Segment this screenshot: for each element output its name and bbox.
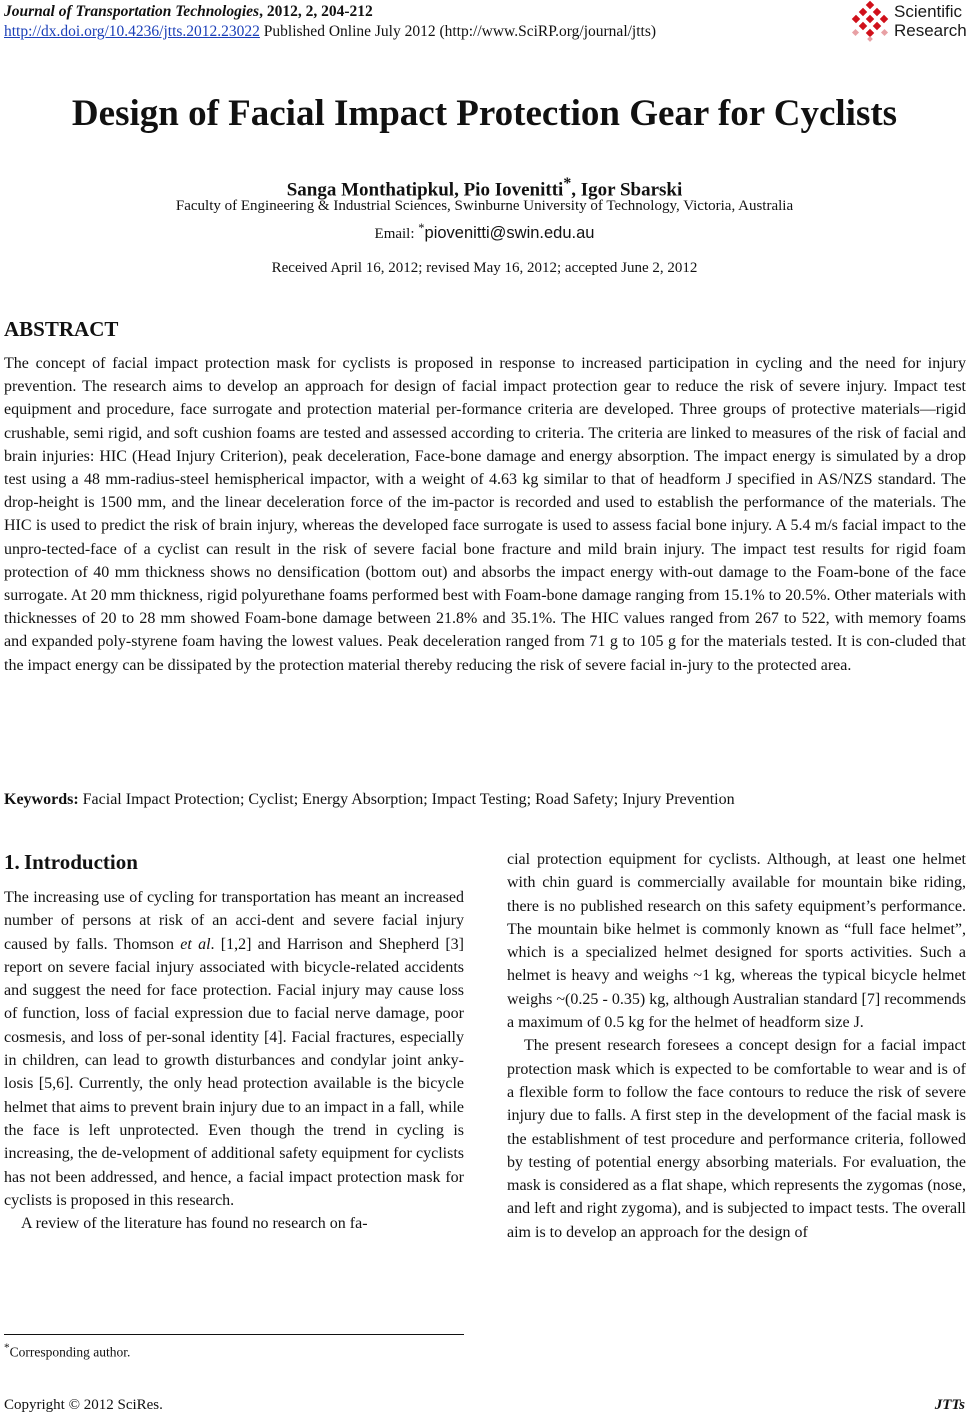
logo-word-research: Research [894, 21, 967, 40]
publisher-logo [848, 0, 969, 44]
corresponding-mark: * [563, 175, 572, 192]
intro-paragraph-2: A review of the literature has found no research on fa- [21, 1215, 368, 1233]
email-line [0, 217, 969, 245]
email-address[interactable]: piovenitti@swin.edu.au [424, 224, 595, 242]
keywords-text: Facial Impact Protection; Cyclist; Energy Absorption; Impact Testing; Road Safety; Injury Prevention [78, 791, 735, 808]
journal-citation [4, 2, 373, 22]
email-label: Email: [374, 226, 419, 242]
footnote-text: Corresponding author. [9, 1344, 131, 1360]
intro-p1-et-al: et al [180, 935, 211, 953]
received-dates: Received April 16, 2012; revised May 16, 2012; accepted June 2, 2012 [271, 260, 698, 276]
intro-paragraph-3: The present research foresees a concept design for a facial impact protection mask which is expected to be comfortable to wear and is of a flexible form to follow the face contours to reduce the risk of severe injury due to falls. A first step in the development of the facial mask is the establishment of test procedure and performance criteria, followed by testing of potential energy absorbing materials. For evaluation, the mask is considered as a flat shape, which represents the zygomas (nose, and left and right zygoma), and is subjected to impact tests. The overall aim is to develop an approach for the design of [507, 1037, 966, 1241]
journal-name: Journal of Transportation Technologies [4, 3, 260, 20]
paper-title: Design of Facial Impact Protection Gear for Cyclists [71, 93, 898, 134]
abstract-text: The concept of facial impact protection mask for cyclists is proposed in response to increased participation in cycling and the need for injury prevention. The research aims to develop an approach for design of facial impact protection gear to reduce the risk of severe injury. Impact test equipment and procedure, face surrogate and protection material per-formance criteria are developed. Three groups of protective materials—rigid crushable, semi rigid, and soft cushion foams are tested and assessed according to criteria. The criteria are linked to measures of the risk of facial and brain injuries: HIC (Head Injury Criterion), peak deceleration, Face-bone damage and energy absorption. The impact energy is simulated by a drop test using a 48 mm-radius-steel hemispherical impactor, with a weight of 4.63 kg similar to that of headform J specified in AS/NZS standard. The drop-height is 1500 mm, and the linear deceleration force of the im-pactor is recorded and used to establish the performance of the materials. The HIC is used to predict the risk of brain injury, whereas the developed face surrogate is used to assess facial bone injury. A 5.4 m/s facial impact to the unpro-tected-face of a cyclist can result in the risk of severe facial bone fracture and mild brain injury. The impact test results for rigid foam protection of 40 mm thickness shows no densification (bottom out) and absorbs the impact energy with-out damage to the Foam-bone of the face surrogate. At 20 mm thickness, rigid polyurethane foams performed best with Foam-bone damage ranging from 15.1% to 20.5%. Other materials with thicknesses of 20 to 28 mm showed Foam-bone damage between 21.8% and 35.1%. The HIC values ranged from 267 to 522, with memory foams and expanded poly-styrene foam having the lowest values. Peak deceleration ranged from 71 g to 105 g for the materials tested. It is con-cluded that the impact energy can be dissipated by the protection material thereby reducing the risk of severe facial in-jury to the protected area. [4, 355, 966, 674]
author-names-1: Sanga Monthatipkul, Pio Iovenitti [286, 179, 564, 201]
footnote-rule [4, 1334, 464, 1335]
published-note: Published Online July 2012 (http://www.SciRP.org/journal/jtts) [259, 23, 657, 40]
left-column [4, 848, 464, 1235]
journal-volume: , 2012, 2, 204-212 [259, 3, 373, 20]
affiliation: Faculty of Engineering & Industrial Sciences, Swinburne University of Technology, Victoria, Australia [175, 198, 794, 214]
intro-p1-part-b: . [1,2] and Harrison and Shepherd [3] report on severe facial injury associated with bicycle-related accidents and suggest the need for face protection. Facial injury may cause loss of function, loss of facial expression due to facial nerve damage, poor cosmesis, and loss of per-sonal identity [4]. Facial fractures, especially in children, can lead to growth disturbances and condylar joint anky-losis [5,6]. Currently, the only head protection available is the bicycle helmet that aims to prevent brain injury due to an impact in a fall, while the face is left unprotected. Even though the trend in cycling is increasing, the de-velopment of additional safety equipment for cyclists has not been addressed, and hence, a facial impact protection mask for cyclists is proposed in this research. [4, 935, 464, 1209]
scirp-logo-icon [848, 0, 892, 44]
logo-word-scientific: Scientific [894, 2, 963, 21]
intro-p1-part-a: The increasing use of cycling for transportation has meant an increased number of persons at risk of an acci-dent and severe facial injury caused by falls. Thomson [4, 889, 464, 953]
footnote [4, 1339, 130, 1362]
keywords-label: Keywords: [4, 791, 79, 808]
abstract-heading: ABSTRACT [4, 317, 119, 341]
footer-journal-abbr: JTTs [934, 1397, 965, 1413]
footer-copyright: Copyright © 2012 SciRes. [4, 1397, 163, 1413]
abstract-body [4, 352, 966, 677]
intro-paragraph-continued: cial protection equipment for cyclists. Although, at least one helmet with chin guard is commercially available for mountain bike riding, there is no published research on this safety equipment’s performance. The mountain bike helmet is commonly known as “full face helmet”, which is a specialized helmet designed for sports activities. Such a helmet is heavy and weighs ~1 kg, whereas the typical bicycle helmet weighs ~(0.25 - 0.35) kg, although Australian standard [7] recommends a maximum of 0.5 kg for the helmet of headform size J. [507, 851, 966, 1032]
author-names-2: , Igor Sbarski [571, 179, 683, 201]
intro-paragraph-1 [4, 886, 464, 1212]
doi-line [4, 22, 656, 42]
right-column [507, 848, 966, 1244]
section-heading-introduction: 1. Introduction [4, 850, 138, 874]
keywords-line [4, 789, 966, 811]
footnote-mark: * [4, 1342, 10, 1354]
email-mark: * [418, 221, 425, 235]
doi-link[interactable]: http://dx.doi.org/10.4236/jtts.2012.23022 [4, 23, 260, 40]
